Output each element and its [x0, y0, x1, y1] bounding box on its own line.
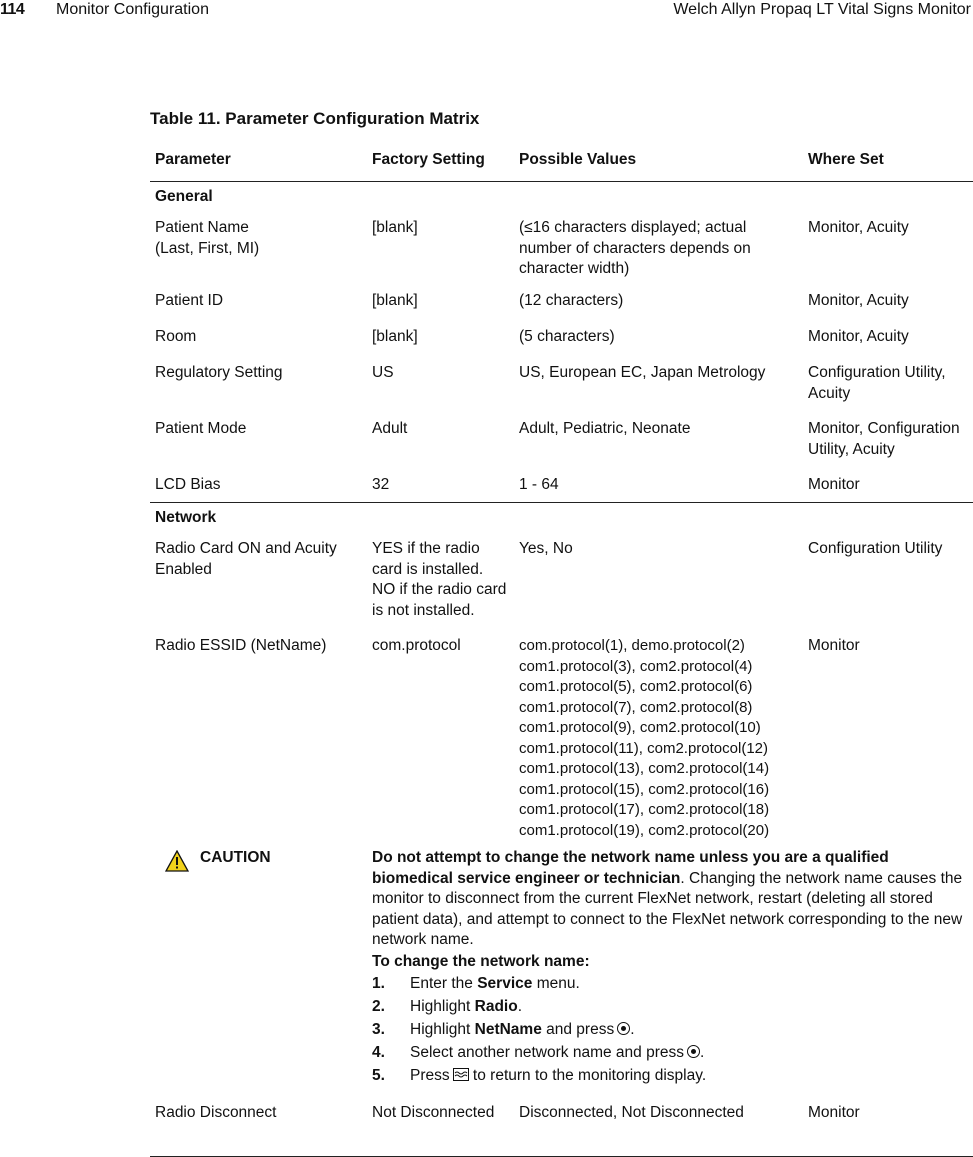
group-label: Network [155, 509, 217, 526]
factory-cell: Adult [372, 420, 408, 437]
display-button-icon [453, 1068, 469, 1081]
group-row-general [150, 182, 973, 206]
values-cell: (5 characters) [519, 328, 615, 345]
where-cell: Monitor [808, 476, 860, 493]
step-item: 5. Press to return to the monitoring display. [372, 1067, 707, 1084]
param-cell: Regulatory Setting [155, 364, 283, 381]
column-header: Possible Values [519, 151, 637, 168]
column-header: Parameter [155, 151, 231, 168]
where-cell: Monitor, Acuity [808, 328, 909, 345]
step-item: 2. Highlight Radio. [372, 998, 522, 1015]
section-title: Monitor Configuration [56, 1, 209, 18]
where-cell: Monitor [808, 637, 860, 654]
table-row [150, 527, 973, 624]
step-item: 4. Select another network name and press . [372, 1044, 705, 1061]
param-cell: Patient ID [155, 292, 224, 309]
where-cell: Monitor, Configuration Utility, Acuity [808, 420, 960, 458]
table-header-row [150, 140, 973, 182]
where-cell: Configuration Utility [808, 540, 943, 557]
where-cell: Monitor, Acuity [808, 292, 909, 309]
factory-cell: 32 [372, 476, 390, 493]
where-cell: Configuration Utility, Acuity [808, 364, 946, 402]
param-cell: LCD Bias [155, 476, 221, 493]
warning-icon [165, 850, 189, 872]
where-cell: Monitor, Acuity [808, 219, 909, 236]
factory-cell: [blank] [372, 219, 418, 236]
table-row [150, 320, 973, 356]
steps-title: To change the network name: [372, 952, 590, 970]
table-row [150, 206, 973, 284]
values-cell: (12 characters) [519, 292, 624, 309]
param-cell: Room [155, 328, 197, 345]
group-row-network [150, 503, 973, 527]
table-caption: Table 11. Parameter Configuration Matrix [150, 109, 480, 128]
factory-cell: [blank] [372, 292, 418, 309]
param-cell: Patient Name (Last, First, MI) [155, 219, 260, 257]
factory-cell: US [372, 364, 394, 381]
page-header [0, 0, 973, 22]
param-cell: Radio ESSID (NetName) [155, 637, 327, 654]
caution-text [372, 848, 972, 1089]
table-row [150, 1099, 973, 1139]
column-header: Factory Setting [372, 151, 485, 168]
select-button-icon [687, 1045, 700, 1058]
table-row [150, 284, 973, 320]
column-header: Where Set [808, 151, 884, 168]
parameter-table [150, 140, 973, 1139]
table-row [150, 624, 973, 848]
values-cell: Adult, Pediatric, Neonate [519, 420, 691, 437]
values-cell: Yes, No [519, 540, 573, 557]
page-number: 114 [0, 1, 25, 18]
values-cell: 1 - 64 [519, 476, 559, 493]
steps-list [372, 974, 972, 1089]
group-label: General [155, 188, 213, 205]
table-row [150, 412, 973, 468]
param-cell: Patient Mode [155, 420, 247, 437]
values-cell: (≤16 characters displayed; actual number of characters depends on character width) [519, 219, 751, 277]
param-cell: Radio Disconnect [155, 1104, 277, 1121]
values-cell: com.protocol(1), demo.protocol(2) com1.protocol(3), com2.protocol(4) com1.protocol(5), com2.protocol(6) com1.protocol(7), com2.protocol(8) com1.protocol(9), com2.protocol(10) com1.protocol(11), com2.protocol(12) com1.protocol(13), com2.protocol(14) com1.protocol(15), com2.protocol(16) com1.protocol(17), com2.protocol(18) com1.protocol(19), com2.protocol(20) [519, 637, 770, 839]
select-button-icon [617, 1022, 630, 1035]
param-cell: Radio Card ON and Acuity Enabled [155, 540, 337, 578]
step-item: 1. Enter the Service menu. [372, 975, 580, 992]
where-cell: Monitor [808, 1104, 860, 1121]
table-row [150, 468, 973, 503]
factory-cell: YES if the radio card is installed. NO if the radio card is not installed. [372, 540, 507, 619]
factory-cell: Not Disconnected [372, 1104, 495, 1121]
factory-cell: [blank] [372, 328, 418, 345]
values-cell: Disconnected, Not Disconnected [519, 1104, 744, 1121]
caution-row [150, 848, 973, 1099]
caution-body: . Changing the network name causes the monitor to disconnect from the current FlexNet network, restart (deleting all stored patient data), and attempt to connect to the FlexNet network corresponding to the new network name. [372, 869, 963, 948]
product-title: Welch Allyn Propaq LT Vital Signs Monitor [673, 1, 971, 18]
step-item: 3. Highlight NetName and press . [372, 1021, 635, 1038]
caution-label: CAUTION [200, 849, 271, 866]
caution-warning-lead: Do not attempt to change the network name unless you are a qualified biomedical service engineer or technician [372, 849, 889, 887]
values-cell: US, European EC, Japan Metrology [519, 364, 766, 381]
factory-cell: com.protocol [372, 637, 461, 654]
table-row [150, 356, 973, 412]
